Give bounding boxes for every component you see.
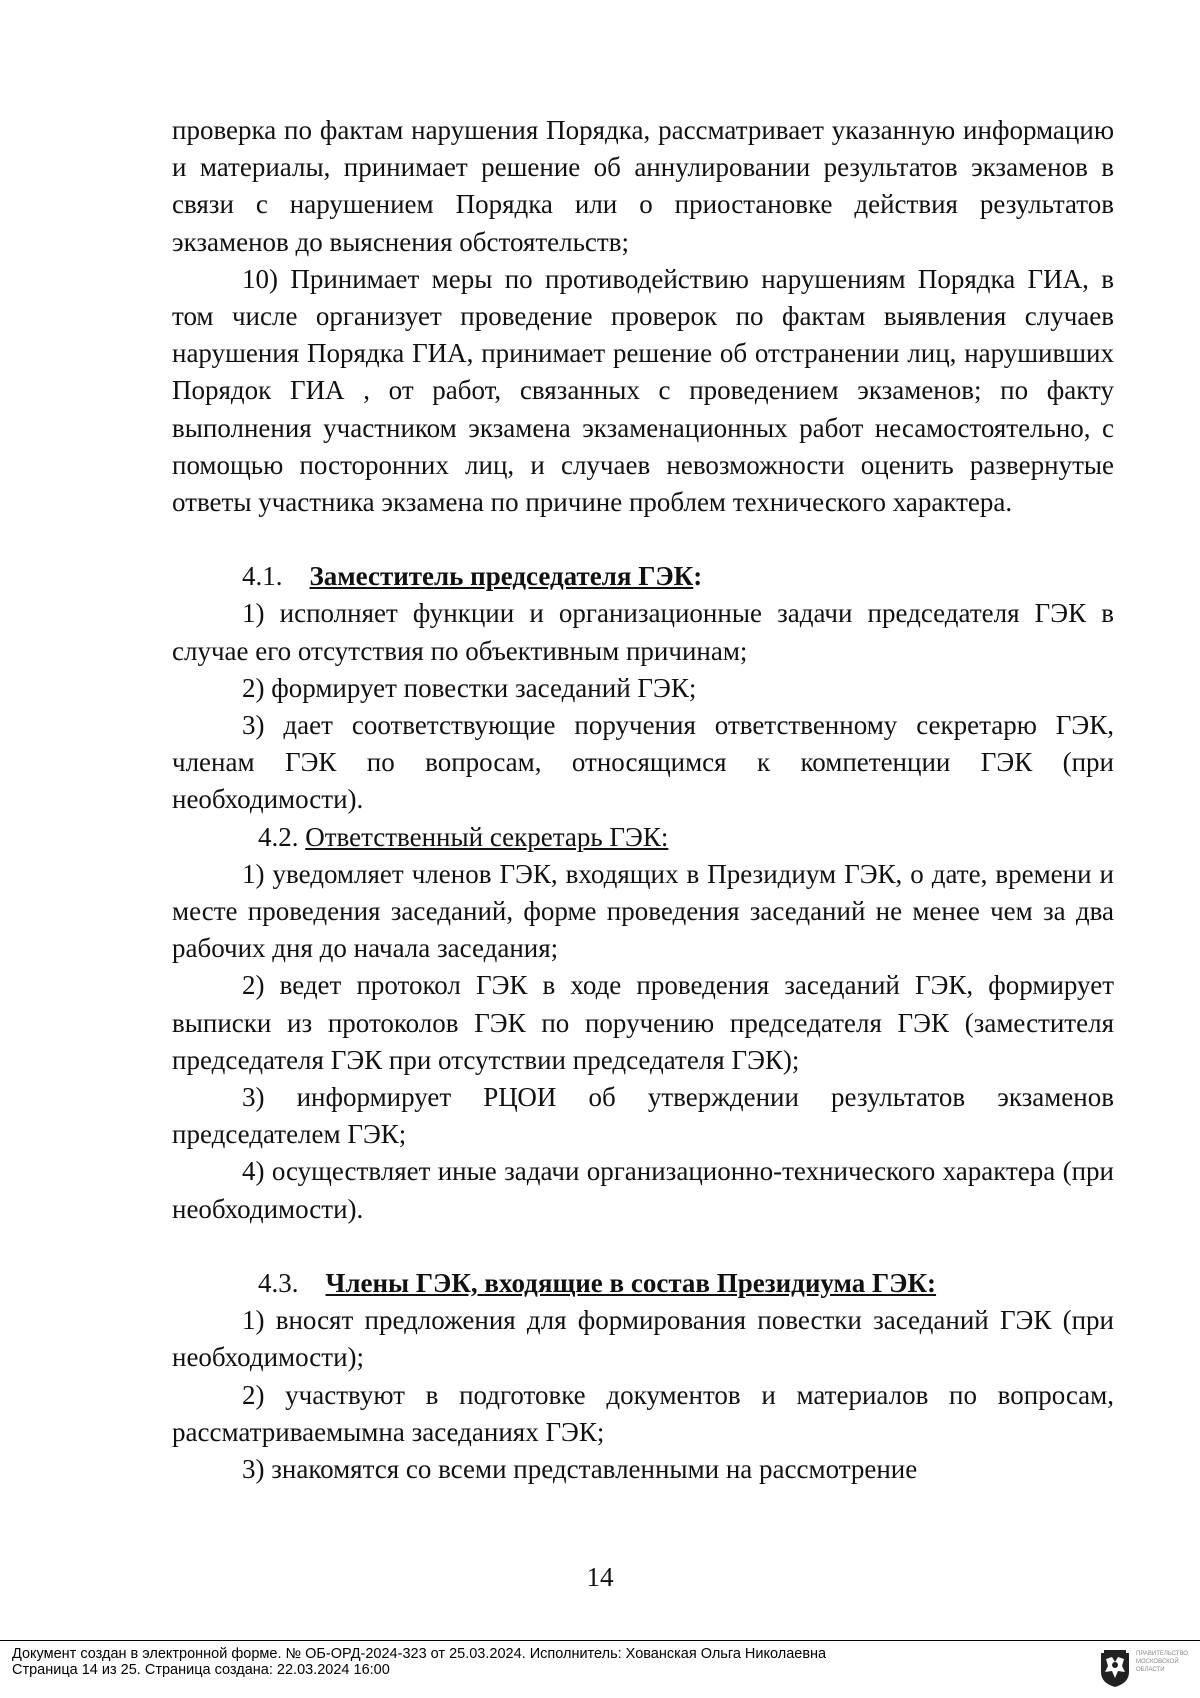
section-41-item-1: 1) исполняет функции и организационные задачи председателя ГЭК в случае его отсутствия по объективным причинам; (172, 598, 1114, 666)
document-footer (12, 1646, 1092, 1678)
section-43-title: Члены ГЭК, входящие в состав Президиума ГЭК: (325, 1267, 937, 1298)
section-43-item-3: 3) знакомятся со всеми представленными на рассмотрение (242, 1453, 918, 1484)
paragraph-continuation: проверка по фактам нарушения Порядка, рассматривает указанную информацию и материалы, принимает решение об аннулировании результатов экзаменов в связи с нарушением Порядка или о приостановке действия результатов экзаменов до выяснения обстоятельств; (172, 115, 1114, 257)
section-42-number: 4.2. (258, 821, 299, 852)
coat-of-arms-icon (1098, 1650, 1132, 1688)
paragraph-item-10: 10) Принимает меры по противодействию нарушениям Порядка ГИА, в том числе организует проведение проверок по фактам выявления случаев нарушения Порядка ГИА, принимает решение об отстранении лиц, нарушивших Порядок ГИА , от работ, связанных с проведением экзаменов; по факту выполнения участником экзамена экзаменационных работ несамостоятельно, с помощью посторонних лиц, и случаев невозможности оценить развернутые ответы участника экзамена по причине проблем технического характера. (172, 263, 1114, 518)
section-42-item-1: 1) уведомляет членов ГЭК, входящих в Президиум ГЭК, о дате, времени и месте проведения заседаний, форме проведения заседаний не менее чем за два рабочих дня до начала заседания; (172, 858, 1114, 964)
section-42-item-2: 2) ведет протокол ГЭК в ходе проведения заседаний ГЭК, формирует выписки из протоколов ГЭК по поручению председателя ГЭК (заместителя председателя ГЭК при отсутствии председателя ГЭК); (172, 970, 1114, 1075)
footer-divider (0, 1640, 1200, 1641)
document-body (172, 112, 1114, 1488)
section-41-item-2: 2) формирует повестки заседаний ГЭК; (242, 672, 697, 703)
section-41-number: 4.1. (242, 561, 283, 592)
footer-line-2: Страница 14 из 25. Страница создана: 22.03.2024 16:00 (12, 1662, 390, 1678)
section-41-heading: 4.1. Заместитель председателя ГЭК: (242, 561, 703, 592)
emblem-caption: ПРАВИТЕЛЬСТВО МОСКОВСКОЙ ОБЛАСТИ (1136, 1651, 1188, 1673)
section-42-heading (172, 819, 1114, 856)
section-42-item-4: 4) осуществляет иные задачи организационно-технического характера (при необходимости). (172, 1156, 1114, 1224)
section-42-item-3: 3) информирует РЦОИ об утверждении результатов экзаменов председателем ГЭК; (172, 1082, 1114, 1150)
section-41-item-3: 3) дает соответствующие поручения ответственному секретарю ГЭК, членам ГЭК по вопросам, относящимся к компетенции ГЭК (при необходимости). (172, 710, 1114, 815)
section-42-title: Ответственный секретарь ГЭК: (305, 821, 669, 852)
section-43-item-1: 1) вносят предложения для формирования повестки заседаний ГЭК (при необходимости); (172, 1305, 1114, 1373)
section-43-item-2: 2) участвуют в подготовке документов и материалов по вопросам, рассматриваемымна заседаниях ГЭК; (172, 1379, 1114, 1447)
page-number: 14 (586, 1562, 614, 1592)
section-43-heading (172, 1265, 1114, 1302)
footer-line-1: Документ создан в электронной форме. № ОБ-ОРД-2024-323 от 25.03.2024. Исполнитель: Хованская Ольга Николаевна (12, 1646, 827, 1662)
section-43-number: 4.3. (258, 1267, 299, 1298)
section-41-title: Заместитель председателя ГЭК (309, 561, 694, 592)
